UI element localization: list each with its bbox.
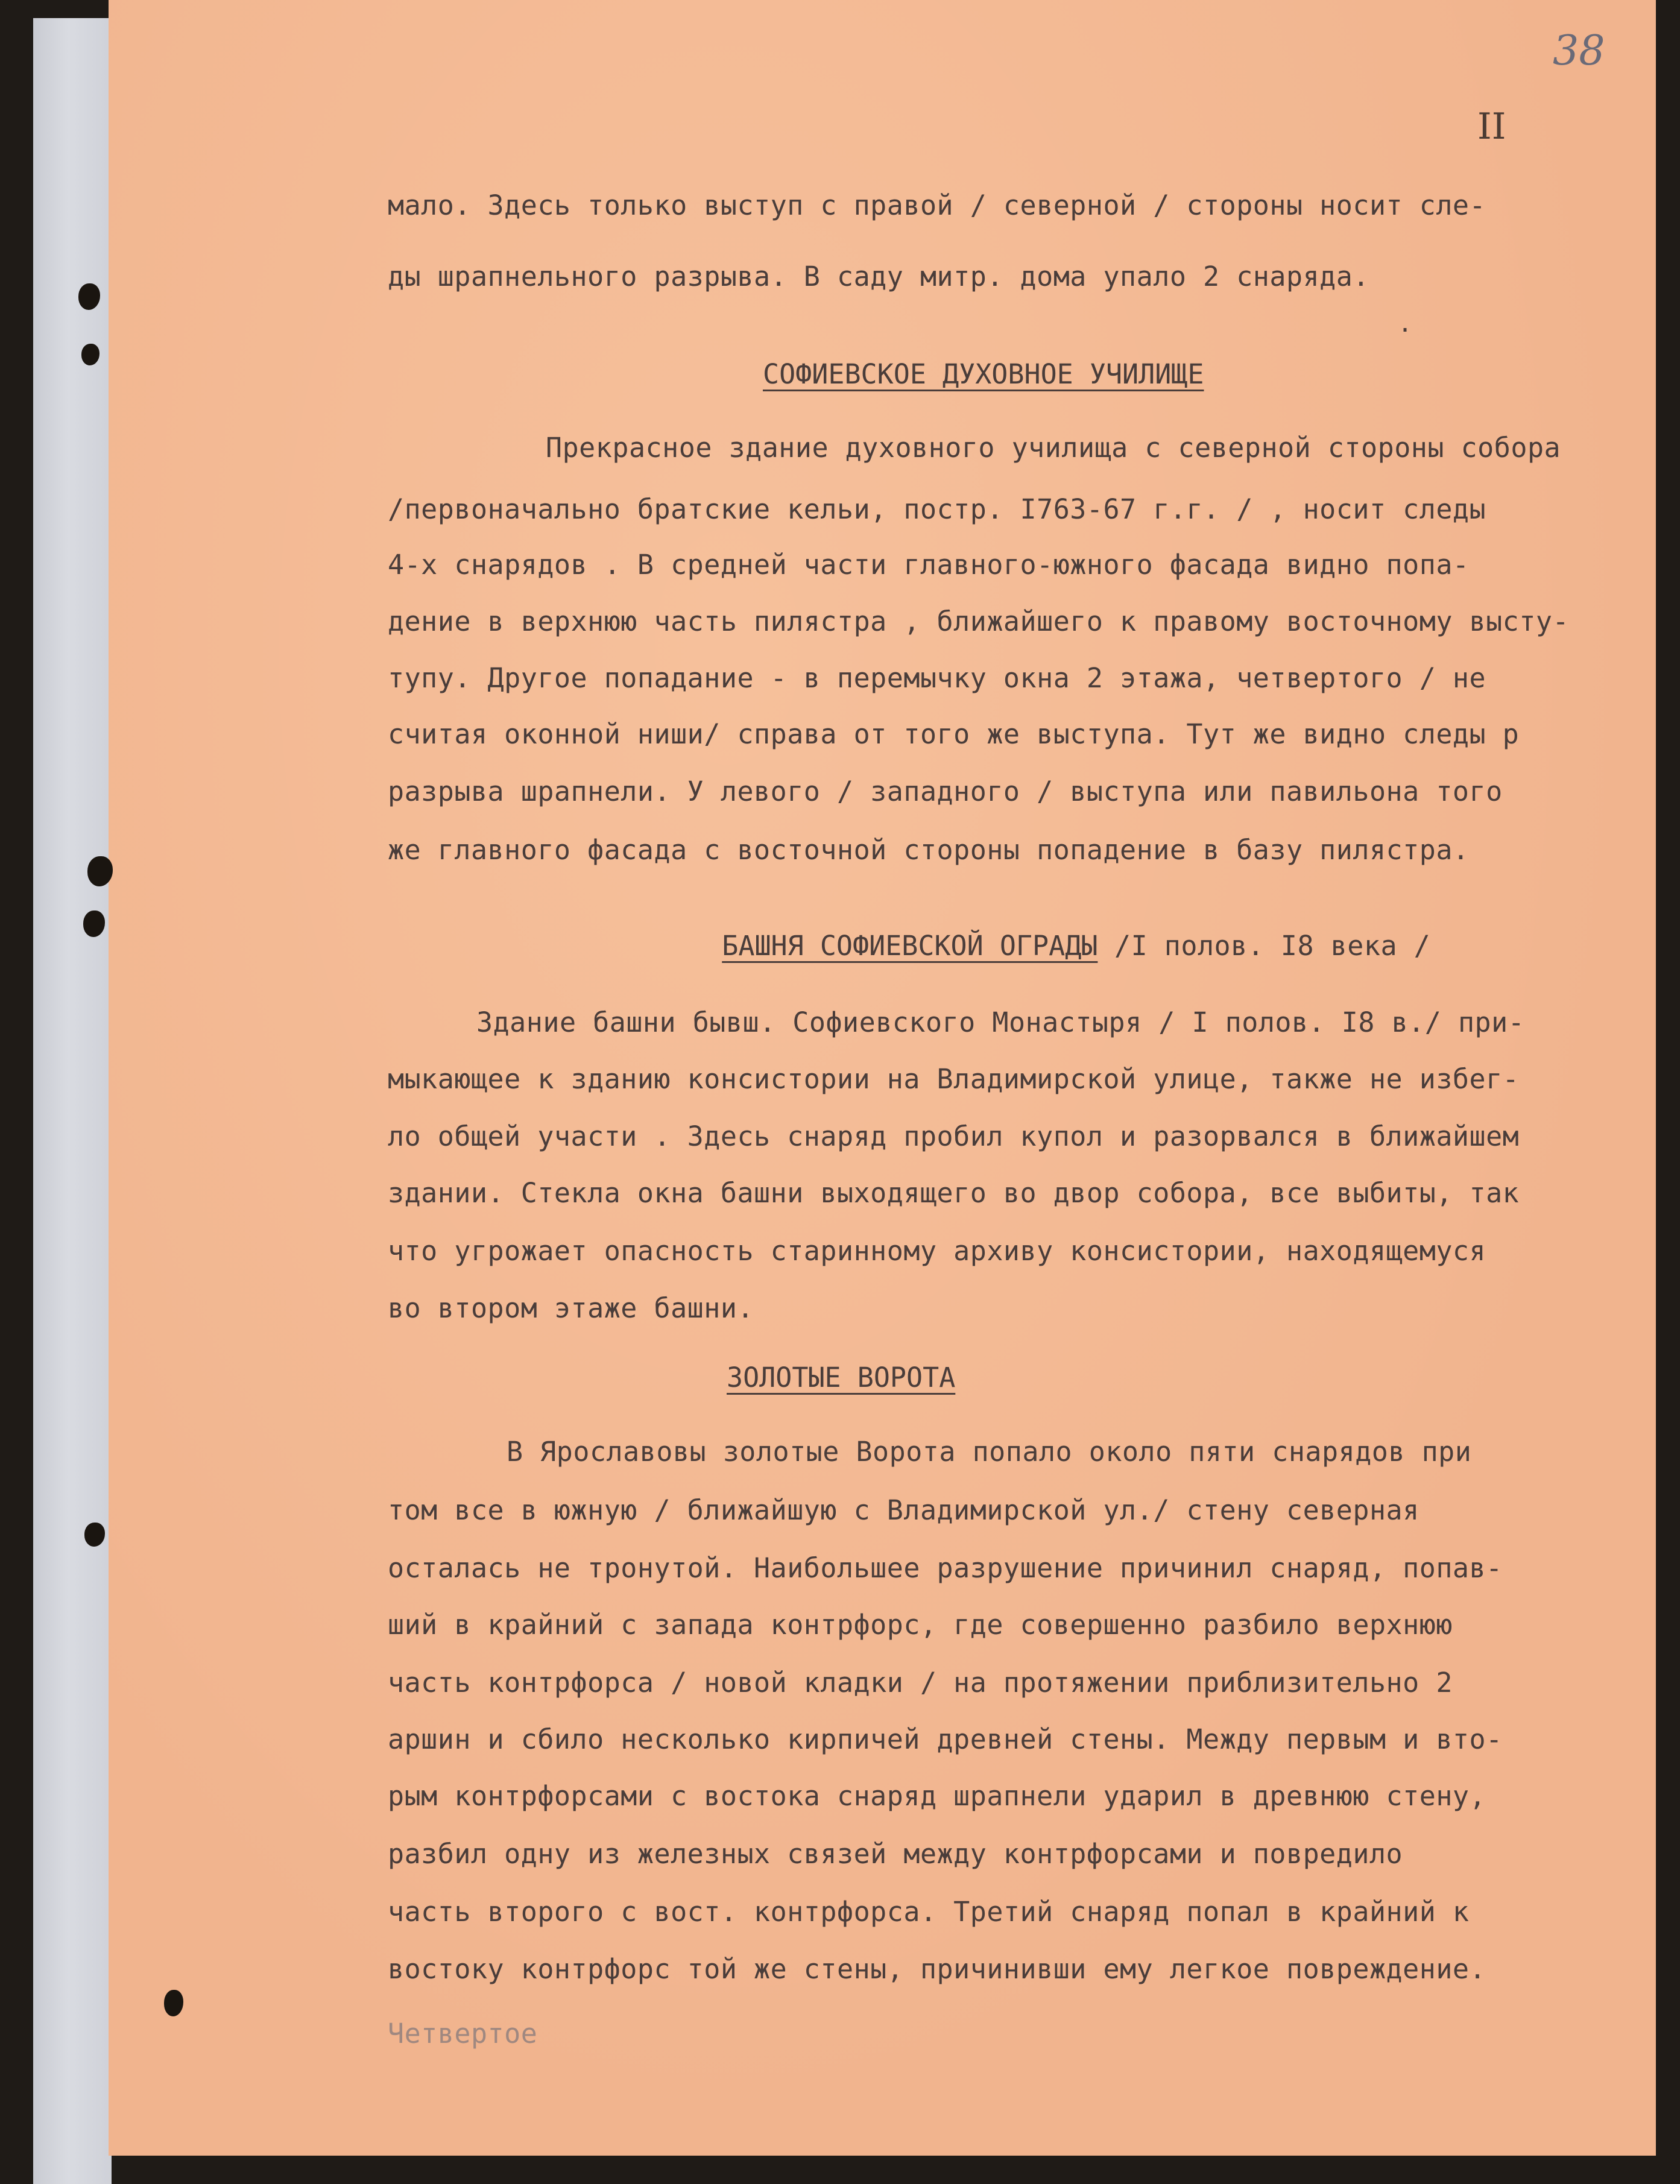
text-line: мало. Здесь только выступ с правой / северной / стороны носит сле- <box>388 189 1486 221</box>
folio-number: 38 <box>1553 27 1605 75</box>
text-line: считая оконной ниши/ справа от того же выступа. Тут же видно следы р <box>388 718 1520 750</box>
section-heading: БАШНЯ СОФИЕВСКОЙ ОГРАДЫ <box>722 930 1098 962</box>
text-line: тупу. Другое попадание - в перемычку окна 2 этажа, четвертого / не <box>388 662 1486 694</box>
text-line: часть контрфорса / новой кладки / на протяжении приблизительно 2 <box>388 1667 1453 1699</box>
page-number: II <box>1477 106 1506 148</box>
text-line: рым контрфорсами с востока снаряд шрапнели ударил в древнюю стену, <box>388 1780 1486 1812</box>
text-line: /первоначально братские кельи, постр. I763-67 г.г. / , носит следы <box>388 493 1486 525</box>
text-line: же главного фасада с восточной стороны попадение в базу пилястра. <box>388 834 1470 866</box>
text-line: том все в южную / ближайшую с Владимирской ул./ стену северная <box>388 1494 1419 1526</box>
text-line: что угрожает опасность старинному архиву консистории, находящемуся <box>388 1235 1486 1267</box>
text-line: ло общей участи . Здесь снаряд пробил купол и разорвался в ближайшем <box>388 1120 1520 1152</box>
text-line: разрыва шрапнели. У левого / западного / выступа или павильона того <box>388 775 1503 807</box>
section-heading: ЗОЛОТЫЕ ВОРОТА <box>727 1362 956 1393</box>
text-line: ший в крайний с запада контрфорс, где совершенно разбило верхнюю <box>388 1609 1453 1641</box>
text-line: 4-х снарядов . В средней части главного-южного фасада видно попа- <box>388 549 1470 581</box>
text-line: здании. Стекла окна башни выходящего во двор собора, все выбиты, так <box>388 1177 1520 1209</box>
text-line: Здание башни бывш. Софиевского Монастыря / I полов. I8 в./ при- <box>476 1006 1525 1038</box>
text-line: во втором этаже башни. <box>388 1292 754 1324</box>
text-line: В Ярославовы золотые Ворота попало около пяти снарядов при <box>507 1436 1472 1468</box>
text-line: востоку контрфорс той же стены, причинивши ему легкое повреждение. <box>388 1953 1486 1985</box>
text-line: аршин и сбило несколько кирпичей древней стены. Между первым и вто- <box>388 1723 1503 1755</box>
ink-mark: · <box>1398 317 1413 344</box>
text-line: часть второго с вост. контрфорса. Третий снаряд попал в крайний к <box>388 1896 1470 1928</box>
section-heading-date: /I полов. I8 века / <box>1097 930 1431 962</box>
text-line: Прекрасное здание духовного училища с северной стороны собора <box>546 432 1561 464</box>
text-line: разбил одну из железных связей между контрфорсами и повредило <box>388 1838 1403 1870</box>
text-line: осталась не тронутой. Наибольшее разрушение причинил снаряд, попав- <box>388 1552 1503 1584</box>
text-line: дение в верхнюю часть пилястра , ближайшего к правому восточному высту- <box>388 605 1570 637</box>
section-heading-line <box>710 921 1431 962</box>
text-line: ды шрапнельного разрыва. В саду митр. дома упало 2 снаряда. <box>388 260 1369 292</box>
section-heading: СОФИЕВСКОЕ ДУХОВНОЕ УЧИЛИЩЕ <box>763 358 1204 390</box>
catchword: Четвертое <box>388 2018 538 2050</box>
text-line: мыкающее к зданию консистории на Владимирской улице, также не избег- <box>388 1063 1520 1095</box>
left-margin-strip <box>33 18 112 2184</box>
